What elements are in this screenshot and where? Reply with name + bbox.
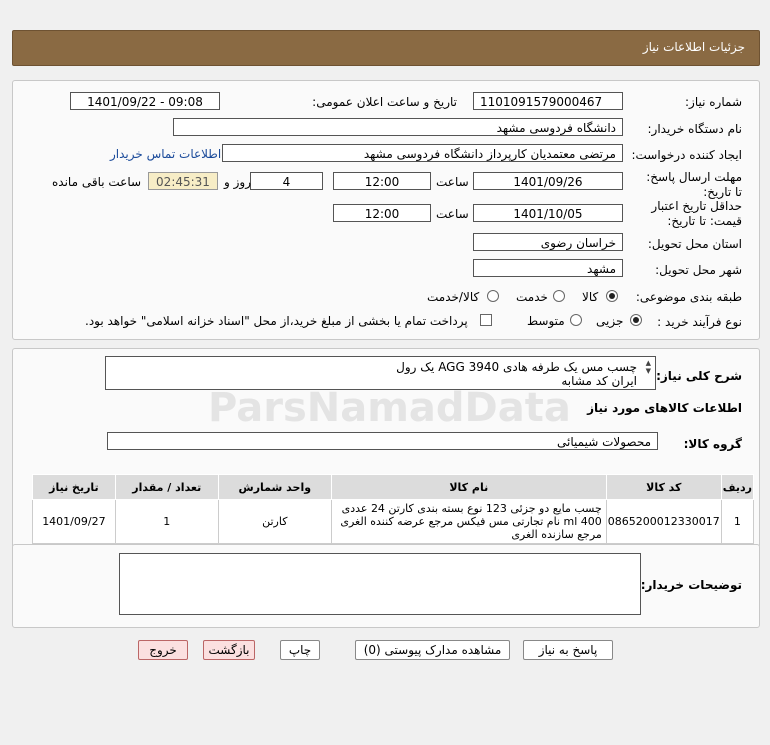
announce-label: تاریخ و ساعت اعلان عمومی: xyxy=(312,95,457,109)
buyer-notes-field xyxy=(119,553,641,615)
days-label: روز و xyxy=(224,175,251,189)
col-row: ردیف xyxy=(721,475,753,500)
view-documents-button[interactable]: مشاهده مدارک پیوستی (0) xyxy=(355,640,510,660)
summary-textarea xyxy=(105,356,656,390)
summary-label: شرح کلی نیاز: xyxy=(656,369,742,383)
category-option-goods-service: کالا/خدمت xyxy=(427,290,480,304)
process-option-medium: متوسط xyxy=(527,314,565,328)
watermark-logo: ParsNamadData xyxy=(208,385,571,431)
deadline-label: مهلت ارسال پاسخ: تا تاریخ: xyxy=(646,170,742,199)
scroll-arrows-icon[interactable]: ▲ ▼ xyxy=(645,359,651,375)
goods-section-title: اطلاعات کالاهای مورد نیاز xyxy=(587,401,742,415)
col-code: کد کالا xyxy=(606,475,721,500)
goods-table xyxy=(32,474,754,544)
page-title: جزئیات اطلاعات نیاز xyxy=(642,40,745,54)
announce-field: 1401/09/22 - 09:08 xyxy=(70,92,220,110)
creator-field: مرتضی معتمدیان کارپرداز دانشگاه فردوسی مشهد xyxy=(222,144,623,162)
summary-line-1: چسب مس یک طرفه هادی AGG 3940 یک رول xyxy=(396,360,637,374)
cell-name: چسب مایع دو جزئی 123 نوع بسته بندی کارتن 24 عددی 400 ml نام تجارتی مس فیکس مرجع عرضه کننده الغری مرجع سازنده الغری xyxy=(331,500,606,544)
col-date: تاریخ نیاز xyxy=(33,475,116,500)
process-option-minor: جزیی xyxy=(596,314,624,328)
summary-line-2: ایران کد مشابه xyxy=(561,374,637,388)
reply-button[interactable]: پاسخ به نیاز xyxy=(523,640,613,660)
need-number-label: شماره نیاز: xyxy=(685,95,742,109)
validity-time-label: ساعت xyxy=(436,207,469,221)
province-label: استان محل تحویل: xyxy=(647,237,742,251)
buyer-notes-label: توضیحات خریدار: xyxy=(640,578,742,592)
buyer-contact-link[interactable]: اطلاعات تماس خریدار xyxy=(110,147,222,161)
validity-date-field: 1401/10/05 xyxy=(473,204,623,222)
category-radio-goods[interactable] xyxy=(606,290,618,302)
category-option-goods: کالا xyxy=(582,290,599,304)
days-field: 4 xyxy=(250,172,323,190)
goods-group-label: گروه کالا: xyxy=(683,437,742,451)
payment-note: پرداخت تمام یا بخشی از مبلغ خرید،از محل "اسناد خزانه اسلامی" خواهد بود. xyxy=(85,314,468,328)
remaining-label: ساعت باقی مانده xyxy=(52,175,142,189)
print-button[interactable]: چاپ xyxy=(280,640,320,660)
treasury-payment-checkbox[interactable] xyxy=(480,314,492,326)
buyer-label: نام دستگاه خریدار: xyxy=(647,122,742,136)
category-radio-goods-service[interactable] xyxy=(487,290,499,302)
cell-date: 1401/09/27 xyxy=(33,500,116,544)
validity-label: حداقل تاریخ اعتبار قیمت: تا تاریخ: xyxy=(651,199,742,228)
goods-table-header xyxy=(33,475,754,500)
need-number-field: 1101091579000467 xyxy=(473,92,623,110)
goods-group-field: محصولات شیمیائی xyxy=(107,432,658,450)
cell-unit: کارتن xyxy=(218,500,331,544)
deadline-date-field: 1401/09/26 xyxy=(473,172,623,190)
creator-label: ایجاد کننده درخواست: xyxy=(631,148,742,162)
deadline-time-label: ساعت xyxy=(436,175,469,189)
cell-code: 0865200012330017 xyxy=(606,500,721,544)
table-row xyxy=(33,500,754,544)
deadline-time-field: 12:00 xyxy=(333,172,431,190)
exit-button[interactable]: خروج xyxy=(138,640,188,660)
province-field: خراسان رضوی xyxy=(473,233,623,251)
category-label: طبقه بندی موضوعی: xyxy=(635,290,742,304)
cell-qty: 1 xyxy=(115,500,218,544)
col-qty: تعداد / مقدار xyxy=(115,475,218,500)
page-header xyxy=(12,30,760,66)
back-button[interactable]: بازگشت xyxy=(203,640,255,660)
city-field: مشهد xyxy=(473,259,623,277)
process-label: نوع فرآیند خرید : xyxy=(657,315,742,329)
category-option-service: خدمت xyxy=(516,290,548,304)
col-unit: واحد شمارش xyxy=(218,475,331,500)
process-radio-minor[interactable] xyxy=(630,314,642,326)
col-name: نام کالا xyxy=(331,475,606,500)
city-label: شهر محل تحویل: xyxy=(655,263,742,277)
validity-time-field: 12:00 xyxy=(333,204,431,222)
category-radio-service[interactable] xyxy=(553,290,565,302)
cell-row: 1 xyxy=(721,500,753,544)
process-radio-medium[interactable] xyxy=(570,314,582,326)
buyer-field: دانشگاه فردوسی مشهد xyxy=(173,118,623,136)
remaining-timer: 02:45:31 xyxy=(148,172,218,190)
